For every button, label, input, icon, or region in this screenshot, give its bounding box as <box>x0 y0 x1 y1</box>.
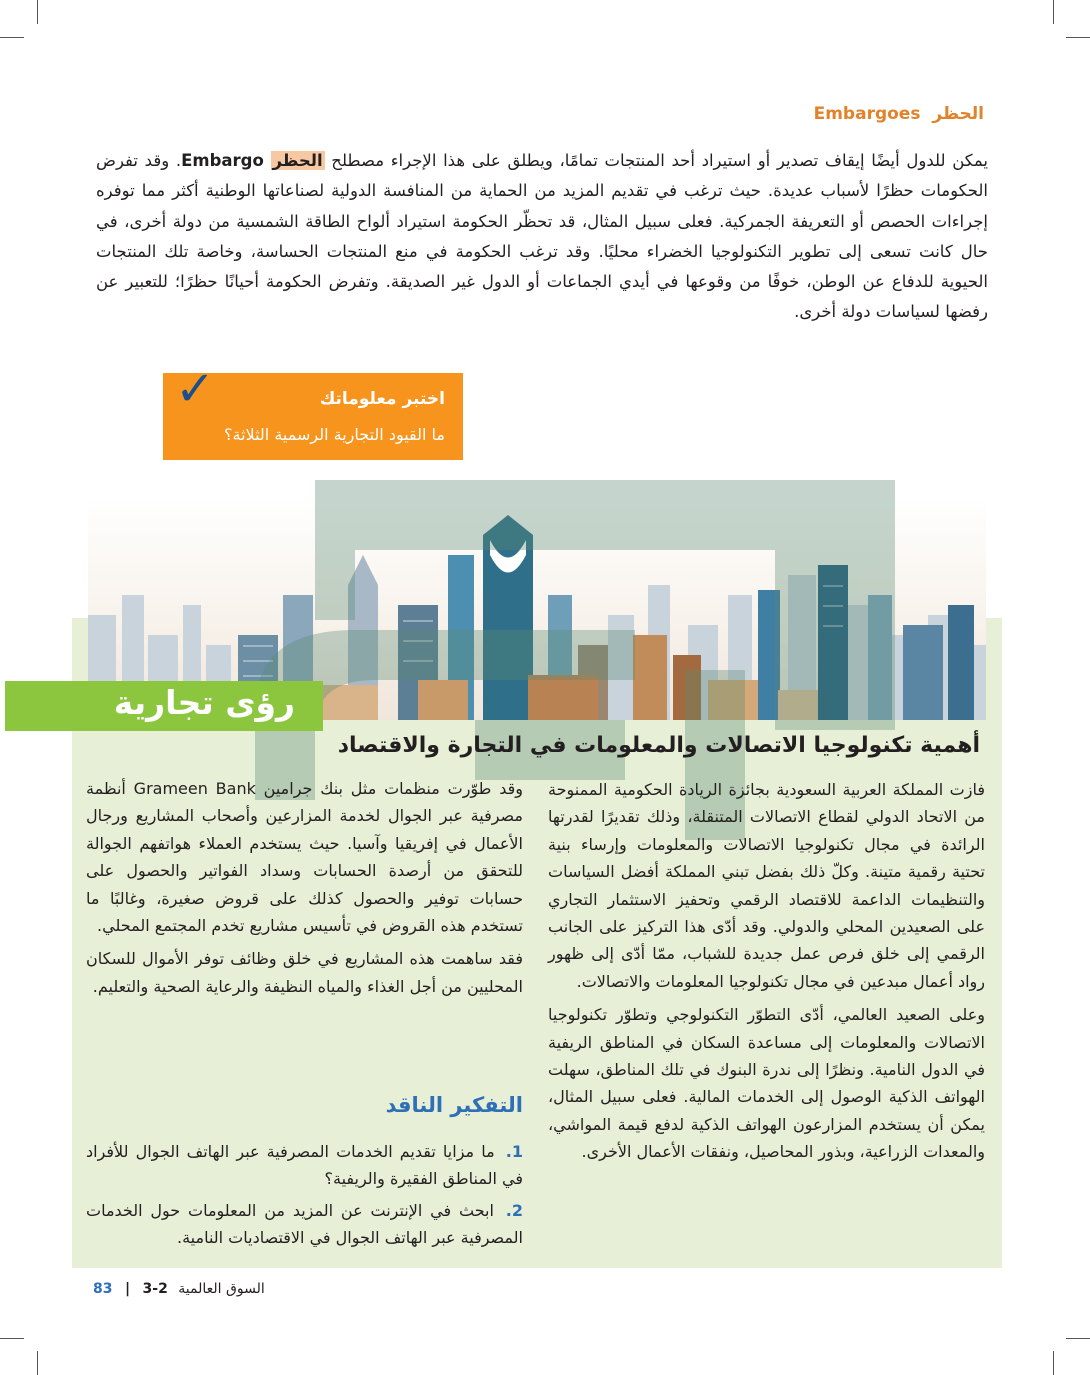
crop-mark <box>1053 1351 1054 1375</box>
right-paragraph-2: وعلى الصعيد العالمي، أدّى التطوّر التكنولوجي وتطوّر تكنولوجيا الاتصالات والمعلومات إلى مساعدة السكان في المناطق الريفية في الدول النامية. ونظرًا إلى ندرة البنوك في تلك المناطق، سهلت الهواتف الذكية الوصول إلى الخدمات المالية. فعلى سبيل المثال، يمكن أن يستخدم المزارعون الهواتف الذكية لدفع قيمة المواشي، والمعدات الزراعية، وبذور المحاصيل، ونفقات الأعمال الأخرى. <box>548 1005 985 1162</box>
embargo-text-1: يمكن للدول أيضًا إيقاف تصدير أو استيراد أحد المنتجات تمامًا، ويطلق على هذا الإجراء مصطلح <box>331 151 988 170</box>
grameen-bank-name: Grameen Bank <box>133 779 256 798</box>
right-paragraph-1: فازت المملكة العربية السعودية بجائزة الريادة الحكومية الممنوحة من الاتحاد الدولي لقطاع الاتصالات المتنقلة، وذلك تقديرًا لقدرتها الرائدة في مجال تكنولوجيا الاتصالات والمعلومات وإرساء بنية تحتية رقمية متينة. وكلّ ذلك بفضل تبني المملكة أفضل السياسات والتنظيمات الداعمة للاقتصاد الرقمي وتحفيز الاستثمار التجاري على الصعيدين المحلي والدولي. وقد أدّى هذا التركيز على الجانب الرقمي إلى خلق فرص عمل جديدة للشباب، ممّا أدّى إلى ظهور رواد أعمال مبدعين في مجال تكنولوجيا المعلومات والاتصالات. <box>548 780 985 991</box>
check-knowledge-box <box>163 361 463 460</box>
crop-mark <box>37 1351 38 1375</box>
left-paragraph-1 <box>86 775 523 939</box>
crop-mark <box>0 37 24 38</box>
footer-section-title: السوق العالمية <box>178 1281 265 1297</box>
crop-mark <box>1066 1338 1090 1339</box>
embargo-term-highlight: الحظر <box>272 151 323 170</box>
crop-mark <box>1066 37 1090 38</box>
page-number: 83 <box>93 1281 113 1297</box>
embargo-term-en: Embargo <box>181 151 264 170</box>
left-p1-part-a: وقد طوّرت منظمات مثل بنك جرامين <box>263 779 523 798</box>
embargo-heading-ar: الحظر <box>932 104 984 124</box>
page-footer <box>93 1281 265 1297</box>
right-column <box>548 776 985 1166</box>
footer-section-number: 2-3 <box>142 1281 168 1297</box>
insights-banner-title: رؤى تجارية <box>113 683 295 722</box>
critical-thinking-heading: التفكير الناقد <box>385 1093 523 1117</box>
left-paragraph-2: فقد ساهمت هذه المشاريع في خلق وظائف توفر الأموال للسكان المحليين من أجل الغذاء والمياه النظيفة والرعاية الصحية والتعليم. <box>86 949 523 996</box>
embargo-paragraph <box>96 146 988 328</box>
checkmark-icon: ✓ <box>175 361 216 417</box>
quiz-question: ما القيود التجارية الرسمية الثلاثة؟ <box>224 425 445 444</box>
crop-mark <box>1053 0 1054 24</box>
question-item <box>86 1138 523 1193</box>
embargo-text-2: . وقد تفرض الحكومات حظرًا لأسباب عديدة. حيث ترغب في تقديم المزيد من الحماية من المنافسة الدولية لصناعاتها الوطنية أكثر مما توفره إجراءات الحصص أو التعريفة الجمركية. فعلى سبيل المثال، قد تحظّر الحكومة استيراد ألواح الطاقة الشمسية من دولة أخرى، في حال كانت تسعى إلى تطوير التكنولوجيا الخضراء محليًا. وقد ترغب الحكومة في منع المنتجات الحساسة، وخاصة تلك المنتجات الحيوية للدفاع عن الوطن، خوفًا من وقوعها في أيدي الجماعات أو الدول غير الصديقة. وتفرض الحكومة أحيانًا حظرًا؛ للتعبير عن رفضها لسياسات دولة أخرى. <box>96 151 988 322</box>
question-number: 2. <box>505 1200 523 1220</box>
quiz-title: اختبر معلوماتك <box>319 389 445 409</box>
embargo-heading-en: Embargoes <box>813 104 921 124</box>
crop-mark <box>0 1338 24 1339</box>
critical-thinking-questions <box>86 1138 523 1256</box>
question-item <box>86 1197 523 1252</box>
question-text: ما مزايا تقديم الخدمات المصرفية عبر الهاتف الجوال للأفراد في المناطق الفقيرة والريفية؟ <box>86 1142 523 1189</box>
crop-mark <box>37 0 38 24</box>
left-p1-part-b: أنظمة مصرفية عبر الجوال لخدمة المزارعين وأصحاب المشاريع ورجال الأعمال في إفريقيا وآسيا. حيث يستخدم العملاء هواتفهم الجوالة للتحقق من أرصدة الحسابات وسداد الفواتير والحصول على حسابات توفير والحصول كذلك على قروض صغيرة، وغالبًا ما تستخدم هذه القروض في تأسيس مشاريع تخدم المجتمع المحلي. <box>86 779 523 936</box>
insights-banner <box>5 681 323 731</box>
left-column <box>86 775 523 1000</box>
footer-separator: | <box>124 1281 131 1297</box>
question-number: 1. <box>505 1142 523 1161</box>
question-text: ابحث في الإنترنت عن المزيد من المعلومات حول الخدمات المصرفية عبر الهاتف الجوال في الاقتصاديات النامية. <box>86 1200 523 1248</box>
ict-section-heading: أهمية تكنولوجيا الاتصالات والمعلومات في التجارة والاقتصاد <box>337 733 980 758</box>
embargo-heading <box>814 104 984 124</box>
